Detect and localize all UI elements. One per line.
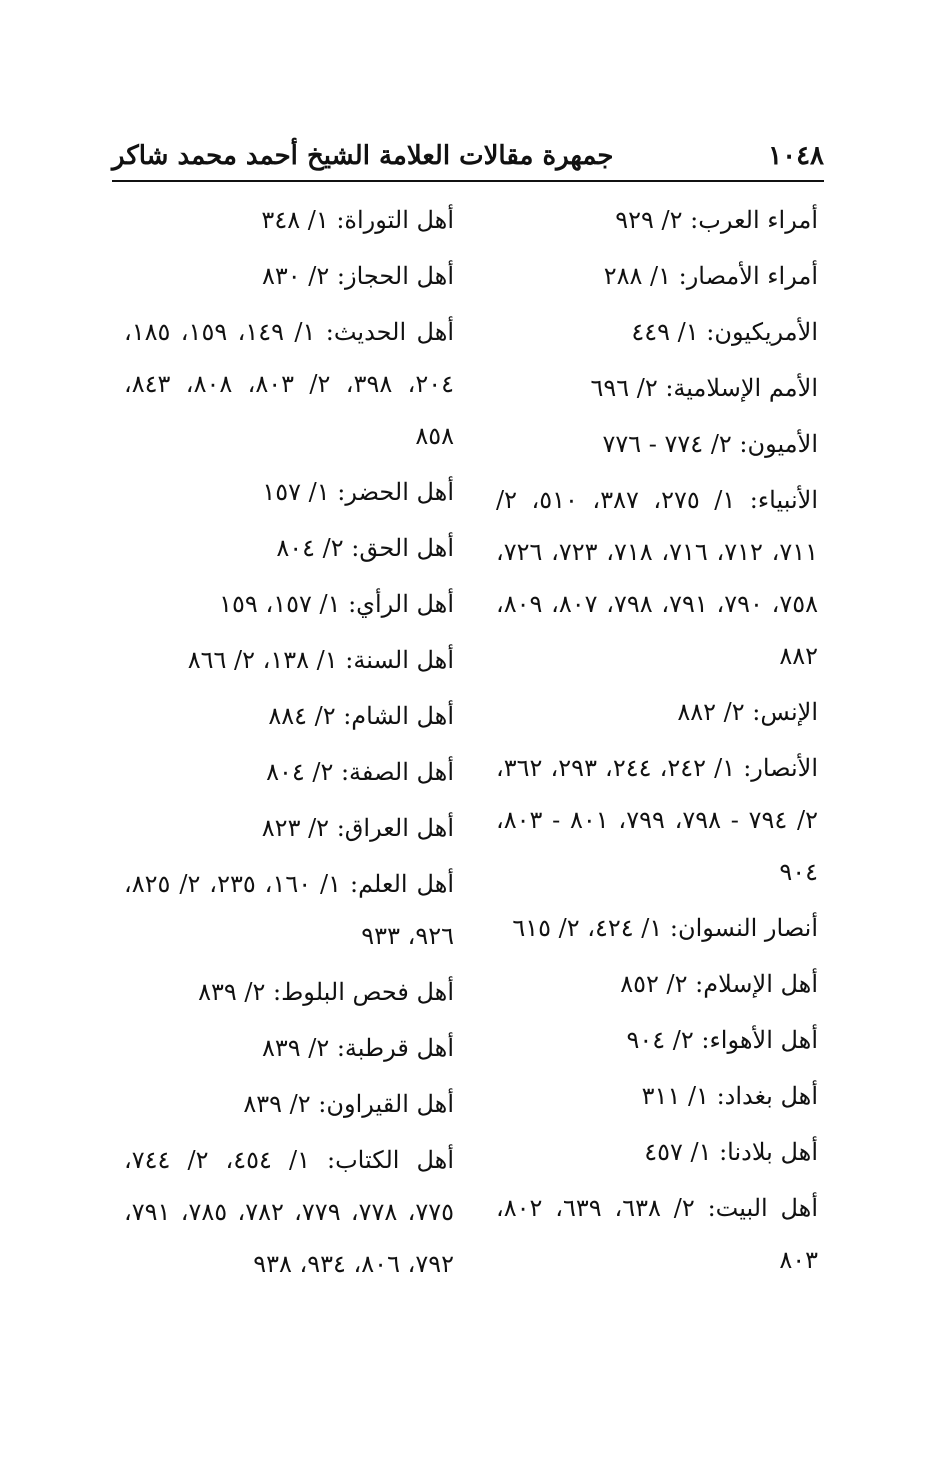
index-entry: أهل الأهواء: ٢/ ٩٠٤: [626, 1026, 818, 1054]
index-entry: الأمريكيون: ١/ ٤٤٩: [631, 318, 818, 346]
index-entry: الإنس: ٢/ ٨٨٢: [677, 698, 818, 726]
index-entry: أهل العراق: ٢/ ٨٢٣: [261, 814, 454, 842]
index-entry: أهل الإسلام: ٢/ ٨٥٢: [620, 970, 818, 998]
index-entry: أهل الكتاب: ١/ ٤٥٤، ٢/ ٧٤٤، ٧٧٥، ٧٧٨، ٧٧٩، ٧٨٢، ٧٨٥، ٧٩١، ٧٩٢، ٨٠٦، ٩٣٤، ٩٣٨: [124, 1146, 455, 1278]
running-title: جمهرة مقالات العلامة الشيخ أحمد محمد شاكر: [112, 141, 614, 171]
index-column-right: [496, 194, 818, 1290]
index-entry: أمراء الأمصار: ١/ ٢٨٨: [603, 262, 818, 290]
index-entry: أهل السنة: ١/ ١٣٨، ٢/ ٨٦٦: [187, 646, 454, 674]
index-entry: أهل القيراون: ٢/ ٨٣٩: [243, 1090, 454, 1118]
index-entry: أهل الحضر: ١/ ١٥٧: [262, 478, 454, 506]
index-entry: أهل الشام: ٢/ ٨٨٤: [268, 702, 454, 730]
header-divider: [112, 180, 824, 182]
index-entry: أهل بغداد: ١/ ٣١١: [641, 1082, 818, 1110]
index-entry: أهل قرطبة: ٢/ ٨٣٩: [261, 1034, 454, 1062]
index-entry: أهل فحص البلوط: ٢/ ٨٣٩: [198, 978, 454, 1006]
index-entry: أهل الرأي: ١/ ١٥٧، ١٥٩: [219, 590, 454, 618]
index-column-left: [124, 194, 454, 1294]
index-entry: أهل الصفة: ٢/ ٨٠٤: [266, 758, 454, 786]
index-entry: الأنبياء: ١/ ٢٧٥، ٣٨٧، ٥١٠، ٢/ ٧١١، ٧١٢، ٧١٦، ٧١٨، ٧٢٣، ٧٢٦، ٧٥٨، ٧٩٠، ٧٩١، ٧٩٨، ٨٠٧، ٨٠٩، ٨٨٢: [496, 486, 819, 670]
index-entry: أهل الحديث: ١/ ١٤٩، ١٥٩، ١٨٥، ٢٠٤، ٣٩٨، ٢/ ٨٠٣، ٨٠٨، ٨٤٣، ٨٥٨: [124, 318, 455, 450]
index-entry: أهل بلادنا: ١/ ٤٥٧: [644, 1138, 818, 1166]
index-entry: أهل الحجاز: ٢/ ٨٣٠: [262, 262, 454, 290]
index-entry: أهل البيت: ٢/ ٦٣٨، ٦٣٩، ٨٠٢، ٨٠٣: [496, 1194, 819, 1274]
index-entry: الأميون: ٢/ ٧٧٤ - ٧٧٦: [602, 430, 818, 458]
index-entry: الأنصار: ١/ ٢٤٢، ٢٤٤، ٢٩٣، ٣٦٢، ٢/ ٧٩٤ - ٧٩٨، ٧٩٩، ٨٠١ - ٨٠٣، ٩٠٤: [496, 754, 819, 886]
index-entry: أهل العلم: ١/ ١٦٠، ٢٣٥، ٢/ ٨٢٥، ٩٢٦، ٩٣٣: [124, 870, 455, 950]
page-number: ١٠٤٨: [768, 141, 824, 171]
index-entry: أمراء العرب: ٢/ ٩٢٩: [615, 206, 818, 234]
index-entry: أهل الحق: ٢/ ٨٠٤: [276, 534, 454, 562]
index-entry: أهل التوراة: ١/ ٣٤٨: [261, 206, 454, 234]
page-header: [112, 136, 824, 178]
index-entry: الأمم الإسلامية: ٢/ ٦٩٦: [590, 374, 818, 402]
index-entry: أنصار النسوان: ١/ ٤٢٤، ٢/ ٦١٥: [512, 914, 818, 942]
